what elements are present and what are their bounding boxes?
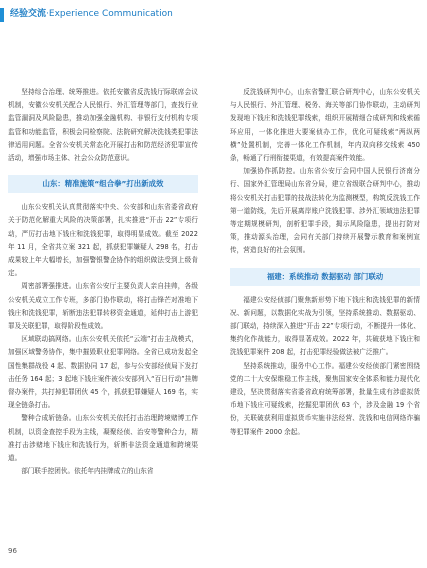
paragraph: 山东公安机关认真贯彻落实中央、公安部和山东省委省政府关于防范化解重大风险的决策部署，扎实推进“开击 22”专项行动，严厉打击地下钱庄和洗钱犯罪，取得明显成效。截至 2022 年 11 月，全省共立案 321 起，抓获犯罪嫌疑人 298 名，打击成果较上年大幅增长，加强警银警企协作的组织做法受到上级肯定。	[8, 203, 198, 278]
left-column	[8, 86, 198, 478]
paragraph: 周密部署强推进。山东省公安厅主要负责人亲自挂帅，各级公安机关成立工作专班，多部门协作联动，将打击锋芒对准地下钱庄和洗钱犯罪，斩断违法犯罪转移资金通道，延伸打击上游犯罪及关联犯罪，取得阶段性成效。	[8, 282, 198, 331]
paragraph: 坚持综合治理、统筹推进。依托安徽省反洗钱厅际联席会议机制，安徽公安机关配合人民银行、外汇管理等部门，查找行业监管漏洞及风险隐患，推动加强金融机构、非银行支付机构专项监管和功能监管，积极会同检察院、法院研究解决洗钱类犯罪法律适用问题。全省公安机关常态化开展打击和防范经济犯罪宣传活动，增强市场主体、社会公众防范意识。	[8, 88, 198, 163]
paragraph: 坚持系统推动，服务中心工作。福建公安经侦部门紧密围绕党的二十大安保维稳工作主线，聚焦国家安全体系和能力现代化建设，坚决贯彻落实省委省政府统筹部署，批量生成有涉虚拟货币地下钱庄可疑线索，挖掘犯罪团伙 63 个，涉及金融 19 个省份，关联破获利用虚拟货币实施非法经营、洗钱和电信网络诈骗等犯罪案件 2000 余起。	[230, 361, 420, 436]
column-title	[10, 7, 173, 21]
page-header	[0, 0, 427, 30]
header-accent-bar	[0, 8, 4, 22]
section-heading-shandong: 山东：精准施策“组合拳”打出新成效	[8, 175, 198, 193]
section-heading-fujian: 福建：系统推动 数据驱动 部门联动	[230, 268, 420, 286]
column-title-en: Experience Communication	[48, 9, 173, 19]
paragraph: 警种合成斩链条。山东公安机关依托打击治理跨境赌博工作机制，以资金查控手段为主线，凝聚经侦、治安等警种合力，精准打击涉赌地下钱庄和洗钱行为，斩断非法资金通道和跨境渠道。	[8, 414, 198, 463]
paragraph: 区域联动搞网络。山东公安机关依托“云端”打击主战模式，加强区域警务协作，集中摧毁职业犯罪网络。全省已成功发起全国性集群战役 4 起、数据协同 17 起，参与公安部经侦局下发打击任务 164 起；3 起地下钱庄案件被公安部列入“百日行动”挂牌督办案件，共打掉犯罪团伙 45 个，抓获犯罪嫌疑人 169 名，实现全链条打击。	[8, 335, 198, 410]
paragraph: 反洗钱研判中心，山东省警汇联合研判中心，山东公安机关与人民银行、外汇管理、税务、海关等部门协作联动，主动研判发现地下钱庄和洗钱犯罪线索，组织开展精细合成研判和线索循环应用，一体化推进大要案侦办工作，优化可疑线索“两纵两横”处置机制，完善一体化工作机制，年内双向移交线索 450 条，畅通了行刑衔接渠道，有效提高案件效能。	[230, 88, 420, 163]
column-title-zh: 经验交流	[10, 9, 47, 19]
paragraph: 部门联手控团伙。依托年内挂牌成立的山东省	[21, 467, 154, 476]
column-title-sep: ·	[46, 9, 49, 19]
paragraph: 加强协作抓防控。山东省公安厅会同中国人民银行济南分行、国家外汇管理局山东省分局，建立省级联合研判中心，推动将公安机关打击犯罪的技战法转化为监测模型，构筑反洗钱工作第一道防线，先后开展离岸账户洗钱犯罪、涉外汇领域违法犯罪等定期规模研判，剖析犯罪手段，揭示风险隐患，提出打防对策，推动源头治理，会同有关部门持续开展警示教育和案例宣传，营造良好的社会氛围。	[230, 167, 420, 255]
right-column	[230, 86, 420, 439]
page-number: 96	[8, 547, 17, 555]
paragraph: 福建公安经侦部门聚焦新形势下地下钱庄和洗钱犯罪的新情况、新问题，以数据化实战为引领，坚持系统推动、数据驱动、部门联动，持续深入推进“开击 22”专项行动，不断提升一体化、集约化作战能力，取得显著成效。2022 年，共破获地下钱庄和洗钱犯罪案件 208 起，打击犯罪经验做法被广泛推广。	[230, 295, 420, 357]
